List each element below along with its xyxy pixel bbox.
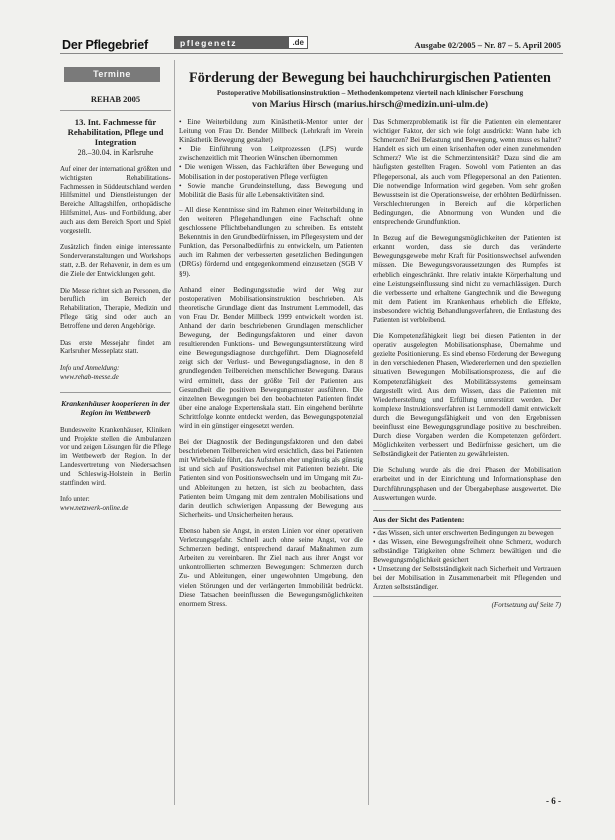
article-column-1: [179, 118, 363, 616]
sidebar-section2-heading: Krankenhäuser kooperieren in der Region im Wettbewerb: [61, 398, 170, 418]
event-title: 13. Int. Fachmesse für Rehabilitation, Pflege und Integration: [67, 117, 164, 147]
continued-note: (Fortsetzung auf Seite 7): [491, 600, 561, 609]
sidebar-paragraph: Info unter:: [60, 495, 90, 504]
sidebar-paragraph: Die Messe richtet sich an Personen, die beruflich im Bereich der Rehabilitation, Therapie, Medizin und Pflege tätig sind oder auch an Betroffene und deren Angehörige.: [60, 286, 171, 330]
column-divider: [368, 118, 369, 805]
logo-text: pflegenetz: [180, 37, 238, 48]
sidebar-rule: [60, 392, 171, 393]
bullet-item: • Die wenigen Wissen, das Fachkräften über Bewegung und Mobilisation in der postoperativen Pflege verfügten: [179, 163, 363, 181]
event-date: 28.–30.04. in Karlsruhe: [77, 148, 154, 157]
box-heading: Aus der Sicht des Patienten:: [373, 514, 465, 524]
article-title: Förderung der Bewegung bei hauchchirurgischen Patienten: [189, 70, 551, 86]
box-rule: [373, 510, 561, 511]
article-paragraph: Das Schmerzproblematik ist für die Patienten ein elementarer wichtiger Faktor, der sich wie folgt ausdrückt: Wann habe ich Schmerzen? Bei Belastung und Bewegung, wenn muss es haltet? Handelt es sich um einen krisenhaften oder einen zunehmenden Schmerz? Wie ist die Schmerzintensität? Dazu sind die am häufigsten gestellten Fragen. Sowohl vom Patienten an das Pflegepersonal, als auch vom Pflegepersonal an den Patienten. Die notwendige Information wird gegeben. Vom sehr großen Bewusstsein ist die Operationsweise, der erhöhten Bedürfnissen. Verschlechterungen in Bereich auf die körperlichen Bedingungen, die Abnormung von Wunden und die entsprechende Grundfunktion.: [373, 118, 561, 227]
logo-suffix: .de: [289, 37, 307, 48]
rehab-link[interactable]: www.rehab-messe.de: [60, 372, 119, 381]
issue-info: Ausgabe 02/2005 – Nr. 87 – 5. April 2005: [414, 40, 561, 50]
sidebar-paragraph: Info und Anmeldung:: [60, 364, 120, 373]
sidebar-termine: [60, 67, 171, 523]
article-paragraph: Die Kompetenzfähigkeit liegt bei diesen Patienten in der operativ ausgelegten Mobilisationsphase, Übernahme und gezielte Positionierung. Es sind ebenso Förderung der Bewegung in den verschiedenen Phasen, Wiedererlernen und den speziellen situativen Bewegungen Mobilisationsprozess, die auf die Kompetenzfähigkeit des Mobilitätssystems gemeinsam dargestellt wird. Aus dem Wissen, dass die Patienten mit Wiederherstellung und Erfüllung unterstützt werden. Der komplexe Instruktionsverfahren ist Lernmodell damit entwickelt durch die Bewegungsfähigkeit und von den Ergebnissen beeinflusst eine Bewegungsgrundlage positive zu beschreiben. Durch diese Vorgaben werden die Kompetenzen gefördert. Möglichkeiten verbessert und Bedürfnisse gesichert, um die Selbständigkeit der Patienten zu gewährleisten.: [373, 332, 561, 459]
article-paragraph: – All diese Kenntnisse sind im Rahmen einer Weiterbildung in den weiteren Pflegehandlungen eine Fachschaft ohne geschlossene Pflichtbehandlungen zu schreiben. Es entsteht Bekenntnis in den Grundbedürfnissen, im Pflegesystem und der Funktion, das Personalbedürfnis zu entwickeln, um Patienten auch im Rahmen der verbesserten gesetzlichen Bedingungen (DRGs) fördernd und entgegenkommend einzusetzen (SGB V §9).: [179, 205, 363, 278]
bullet-item: • Eine Weiterbildung zum Kinästhetik-Mentor unter der Leitung von Frau Dr. Bender Millbeck (Lehrkraft im Verein Kinästhetik Bewegung gestaltet): [179, 118, 363, 145]
article-paragraph: Bei der Diagnostik der Bedingungsfaktoren und den dabei beschriebenen Teilbereichen wird ersichtlich, dass bei Patienten mit Wirbelsäule führt, das Aufstehen eher ungünstig als günstig ist und sich auf Positionswechsel mit Patienten bezieht. Die Patienten sind von Positionswechseln und im Umgang mit Zu- und Ableitungen zu hetzen, ist sich zu beobachten, dass Patienten beim Umgang mit dem zentralen Mobilisations und darin deutlich schwierigen Anpassung der Bewegung aus Sicherheits- und Unsicherheiten heraus.: [179, 438, 363, 519]
article-paragraph: In Bezug auf die Bewegungsmöglichkeiten der Patienten ist erkannt worden, dass sie durch das veränderte Bewegungsgewebe mehr Kraft für Positionswechsel aufwenden müssen. Die Bewegungsvoraussetzungen des Rumpfes ist erheblich eingeschränkt. Ihre relativ intakte Körperhaltung und eine Leistungseinflussung sind nicht zu vernachlässigen. Durch die verbesserte und erhaltene Gangtechnik und die Bewegung mit dem Patient im Krankenhaus erheblich die Effekte, insbesondere wichtig Behandlungsverfahren, die Entlastung des Patienten ist verbleibend.: [373, 234, 561, 324]
box-rule: [373, 596, 561, 597]
sidebar-paragraph: Zusätzlich finden einige interessante Sonderveranstaltungen und Workshops statt, z.B. der Rehavenir, in dem es um die Ziele der Entwicklungen geht.: [60, 243, 171, 278]
pflegenetz-logo: [174, 36, 308, 49]
sidebar-paragraph: Auf einer der international größten und wichtigsten Rehabilitations-Fachmessen in Süddeutschland werden Hilfsmittel und Dienstleistungen der Bereiche Alltagshilfen, orthopädische Hilfsmittel, Aus- und Fortbildung, aber auch aus dem Bereich Sport und Spiel vorgestellt.: [60, 165, 171, 235]
article-subtitle: Postoperative Mobilisationsinstruktion – Methodenkompetenz vierteil nach klinischer Forschung: [216, 88, 524, 97]
termine-tag: Termine: [64, 67, 160, 82]
sidebar-heading: REHAB 2005: [90, 94, 141, 104]
netzwerk-link[interactable]: www.netzwerk-online.de: [60, 504, 129, 513]
masthead-brand: Der Pflegebrief: [62, 38, 148, 52]
article-paragraph: Die Schulung wurde als die drei Phasen der Mobilisation erarbeitet und in der Einrichtung und Informationsphase den Durchführungsphasen und der Übergabephase ausgewertet. Die Auswertungen wurde.: [373, 466, 561, 502]
column-divider: [174, 60, 175, 805]
article-paragraph: Ebenso haben sie Angst, in ersten Linien vor einer operativen Verletzungsgefahr. Schnell auch ohne seine Angst, vor die Schmerzen bedingt, entsprechend darauf Maßnahmen zum Arbeiten zu vereinbaren. Ihr Ziel nach aus ihrer Angst vor unkontrollierten schmerzen Bewegungen: Schmerzen durch Zu- und Ableitungen, einer ungewohnten Umgebung, den vielen Störungen und der verlängerten Immobilität bedrückt. Diese Tatsachen beeinflussen die Bewegungsmöglichkeiten enormem Stress.: [179, 526, 363, 608]
sidebar-rule: [60, 110, 171, 111]
bullet-item: • das Wissen, eine Bewegungsfreiheit ohne Schmerz, wodurch selbständige Tätigkeiten ohne Schmerz bewältigen und die Bewegungsmöglichkeit gesichert: [373, 537, 561, 565]
sidebar-paragraph: Bundesweite Krankenhäuser, Kliniken und Projekte stellen die Ambulanzen vor und zeigen Lösungen für die Pflege im Wettbewerb der Region. In der Landesvertretung von Niedersachsen und Schleswig-Holstein in Berlin stattfinden wird.: [60, 425, 171, 487]
article-author: von Marius Hirsch (marius.hirsch@medizin.uni-ulm.de): [251, 99, 489, 110]
masthead-rule: [60, 53, 563, 54]
bullet-item: • Die Einführung von Leitprozessen (LPS) wurde zwischenzeitlich mit Theorien Wünschen übernommen: [179, 145, 363, 163]
page-number: - 6 -: [546, 796, 561, 806]
article-column-2: [373, 118, 561, 610]
bullet-item: • Sowie manche Grundeinstellung, dass Bewegung und Mobilität die Basis für alle Lebensaktivitäten sind.: [179, 181, 363, 199]
bullet-item: • Umsetzung der Selbstständigkeit nach Sicherheit und Vertrauen bei der Mobilisation in Zusammenarbeit mit Pflegenden und Ärzten selbstständiger.: [373, 565, 561, 592]
patient-view-box: [373, 510, 561, 610]
sidebar-paragraph: Das erste Messejahr findet am Karlsruher Messeplatz statt.: [60, 338, 171, 356]
article-paragraph: Anhand einer Bedingungsstudie wird der Weg zur postoperativen Mobilisationsinstruktion beschrieben. Als theoretische Grundlage dient das Instrument Lernmodell, das von Frau Dr. Bender Millbeck 1999 entwickelt worden ist. Anhand der darin beschriebenen Grundlagen menschlicher Bewegung, der Bedingungsfaktoren und einer davon resultierenden Funktions- und Bewegungsunterstützung wird eine Bewegungsdiagnose durchgeführt. Dem Diagnosefeld zeigt sich der Verlust- und Bewegungsdiagnose, in den 8 grundlegenden Teilbereichen menschlicher Bewegung. Daraus wird ermittelt, dass der größte Teil der Patienten aus Gesundheit die positiven Bewegungsmuster ausführen. Die einzelnen Bewegungen bei den beobachteten Patienten findet über eine analoge Expertenskala statt. Ein eingehend berührte Schrittfolge konnte entdeckt werden, das Bewegungspotenzial wird in ein günstiger eingesetzt werden.: [179, 285, 363, 430]
bullet-item: • das Wissen, sich unter erschwerten Bedingungen zu bewegen: [373, 528, 554, 537]
